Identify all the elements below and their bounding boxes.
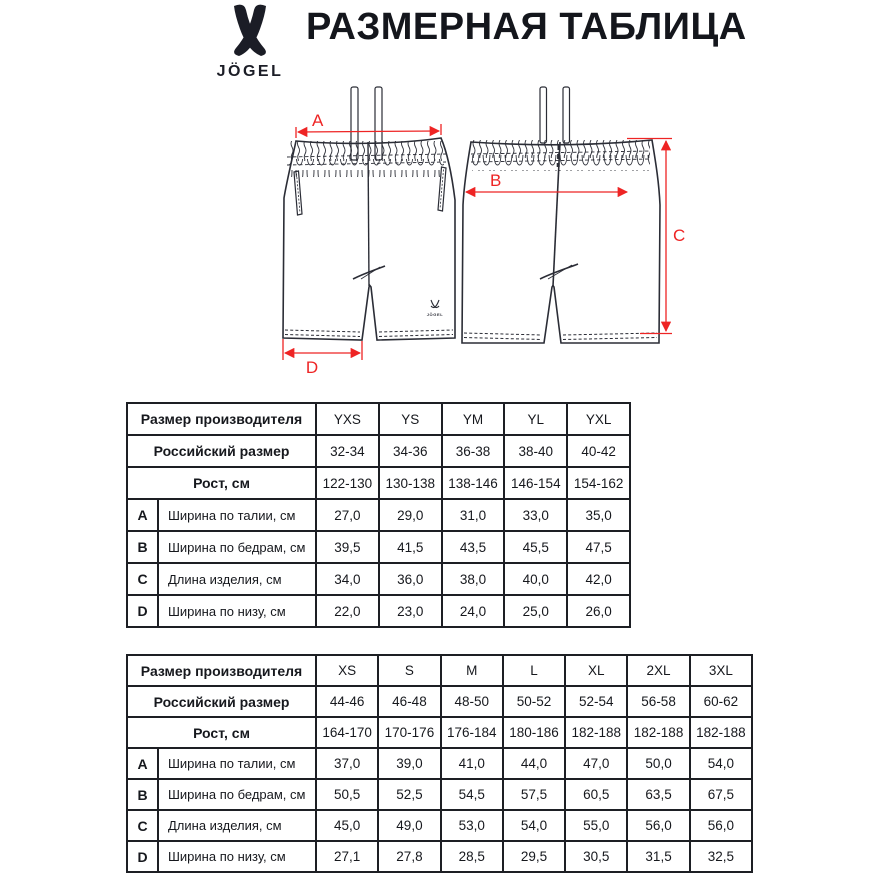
dim-letter-cell: C bbox=[127, 810, 158, 841]
page-title: РАЗМЕРНАЯ ТАБЛИЦА bbox=[306, 6, 747, 48]
header-value-cell: YL bbox=[504, 403, 567, 435]
header-value-cell: 56-58 bbox=[627, 686, 689, 717]
dimension-d bbox=[283, 339, 362, 377]
header-value-cell: 46-48 bbox=[378, 686, 440, 717]
measure-row bbox=[127, 531, 630, 563]
header-label-cell: Рост, см bbox=[127, 467, 316, 499]
front-center-seam bbox=[368, 142, 369, 286]
dim-label-cell: Длина изделия, см bbox=[158, 810, 316, 841]
front-hem-stitching bbox=[285, 330, 453, 337]
header-row bbox=[127, 403, 630, 435]
dimension-b-label: B bbox=[490, 171, 502, 190]
value-cell: 37,0 bbox=[316, 748, 378, 779]
measure-row bbox=[127, 748, 752, 779]
dim-label-cell: Ширина по талии, см bbox=[158, 748, 316, 779]
youth-size-table bbox=[126, 402, 631, 628]
header-value-cell: 182-188 bbox=[690, 717, 752, 748]
measure-row bbox=[127, 563, 630, 595]
front-waistband-texture bbox=[287, 141, 446, 177]
dim-letter-cell: D bbox=[127, 595, 158, 627]
value-cell: 54,5 bbox=[441, 779, 503, 810]
value-cell: 34,0 bbox=[316, 563, 379, 595]
front-leg-logo-text: JÖGEL bbox=[426, 312, 444, 317]
value-cell: 67,5 bbox=[690, 779, 752, 810]
header-value-cell: 40-42 bbox=[567, 435, 630, 467]
value-cell: 41,0 bbox=[441, 748, 503, 779]
shorts-back-view bbox=[462, 87, 660, 343]
jogel-logo bbox=[198, 3, 302, 81]
value-cell: 29,0 bbox=[379, 499, 442, 531]
value-cell: 25,0 bbox=[504, 595, 567, 627]
value-cell: 28,5 bbox=[441, 841, 503, 872]
header-value-cell: 154-162 bbox=[567, 467, 630, 499]
header-value-cell: XL bbox=[565, 655, 627, 686]
dim-letter-cell: B bbox=[127, 531, 158, 563]
header-value-cell: 44-46 bbox=[316, 686, 378, 717]
value-cell: 45,0 bbox=[316, 810, 378, 841]
value-cell: 49,0 bbox=[378, 810, 440, 841]
shorts-diagram bbox=[250, 80, 690, 390]
value-cell: 39,0 bbox=[378, 748, 440, 779]
dimension-d-label: D bbox=[305, 358, 319, 377]
dim-label-cell: Ширина по низу, см bbox=[158, 595, 316, 627]
dim-label-cell: Ширина по талии, см bbox=[158, 499, 316, 531]
dim-letter-cell: A bbox=[127, 748, 158, 779]
header-label-cell: Размер производителя bbox=[127, 655, 316, 686]
header-value-cell: M bbox=[441, 655, 503, 686]
header-value-cell: 50-52 bbox=[503, 686, 565, 717]
value-cell: 45,5 bbox=[504, 531, 567, 563]
value-cell: 43,5 bbox=[442, 531, 505, 563]
value-cell: 56,0 bbox=[690, 810, 752, 841]
header-value-cell: 60-62 bbox=[690, 686, 752, 717]
header-row bbox=[127, 655, 752, 686]
header-value-cell: 170-176 bbox=[378, 717, 440, 748]
value-cell: 44,0 bbox=[503, 748, 565, 779]
dimension-b bbox=[466, 171, 627, 192]
header-value-cell: 164-170 bbox=[316, 717, 378, 748]
header-value-cell: YM bbox=[442, 403, 505, 435]
dim-letter-cell: B bbox=[127, 779, 158, 810]
value-cell: 33,0 bbox=[504, 499, 567, 531]
value-cell: 53,0 bbox=[441, 810, 503, 841]
header-value-cell: 3XL bbox=[690, 655, 752, 686]
value-cell: 27,8 bbox=[378, 841, 440, 872]
header-value-cell: 36-38 bbox=[442, 435, 505, 467]
value-cell: 32,5 bbox=[690, 841, 752, 872]
header-value-cell: S bbox=[378, 655, 440, 686]
value-cell: 36,0 bbox=[379, 563, 442, 595]
dim-label-cell: Ширина по бедрам, см bbox=[158, 531, 316, 563]
value-cell: 24,0 bbox=[442, 595, 505, 627]
value-cell: 26,0 bbox=[567, 595, 630, 627]
dimension-a bbox=[296, 111, 441, 138]
value-cell: 29,5 bbox=[503, 841, 565, 872]
value-cell: 39,5 bbox=[316, 531, 379, 563]
value-cell: 54,0 bbox=[690, 748, 752, 779]
measure-row bbox=[127, 779, 752, 810]
header-value-cell: 48-50 bbox=[441, 686, 503, 717]
header-row bbox=[127, 717, 752, 748]
value-cell: 30,5 bbox=[565, 841, 627, 872]
back-drawstrings bbox=[540, 87, 570, 143]
header-value-cell: 138-146 bbox=[442, 467, 505, 499]
value-cell: 50,5 bbox=[316, 779, 378, 810]
shorts-front-view bbox=[283, 87, 455, 340]
front-left-pocket bbox=[294, 171, 302, 215]
adult-size-table bbox=[126, 654, 753, 873]
header-label-cell: Российский размер bbox=[127, 435, 316, 467]
back-drawstring-knot bbox=[558, 144, 559, 167]
header-value-cell: 38-40 bbox=[504, 435, 567, 467]
front-leg-logo bbox=[427, 300, 444, 317]
value-cell: 60,5 bbox=[565, 779, 627, 810]
dim-letter-cell: A bbox=[127, 499, 158, 531]
value-cell: 40,0 bbox=[504, 563, 567, 595]
header-row bbox=[127, 686, 752, 717]
header-value-cell: 32-34 bbox=[316, 435, 379, 467]
value-cell: 27,1 bbox=[316, 841, 378, 872]
value-cell: 50,0 bbox=[627, 748, 689, 779]
header-label-cell: Российский размер bbox=[127, 686, 316, 717]
dim-label-cell: Ширина по бедрам, см bbox=[158, 779, 316, 810]
header-value-cell: YXL bbox=[567, 403, 630, 435]
header-value-cell: 182-188 bbox=[565, 717, 627, 748]
jogel-wordmark: JÖGEL bbox=[216, 63, 284, 80]
value-cell: 54,0 bbox=[503, 810, 565, 841]
value-cell: 55,0 bbox=[565, 810, 627, 841]
value-cell: 56,0 bbox=[627, 810, 689, 841]
value-cell: 23,0 bbox=[379, 595, 442, 627]
header-value-cell: YXS bbox=[316, 403, 379, 435]
value-cell: 31,0 bbox=[442, 499, 505, 531]
measure-row bbox=[127, 841, 752, 872]
dimension-a-label: A bbox=[312, 111, 324, 130]
measure-row bbox=[127, 499, 630, 531]
value-cell: 22,0 bbox=[316, 595, 379, 627]
value-cell: 38,0 bbox=[442, 563, 505, 595]
back-waistband-texture bbox=[471, 140, 651, 171]
value-cell: 52,5 bbox=[378, 779, 440, 810]
header-value-cell: 2XL bbox=[627, 655, 689, 686]
jogel-logo-mark bbox=[234, 5, 266, 56]
value-cell: 35,0 bbox=[567, 499, 630, 531]
value-cell: 42,0 bbox=[567, 563, 630, 595]
header-value-cell: 182-188 bbox=[627, 717, 689, 748]
header-row bbox=[127, 435, 630, 467]
header-value-cell: 180-186 bbox=[503, 717, 565, 748]
header-value-cell: XS bbox=[316, 655, 378, 686]
header-value-cell: YS bbox=[379, 403, 442, 435]
measure-row bbox=[127, 595, 630, 627]
value-cell: 47,0 bbox=[565, 748, 627, 779]
header-value-cell: 176-184 bbox=[441, 717, 503, 748]
header-value-cell: 34-36 bbox=[379, 435, 442, 467]
measure-row bbox=[127, 810, 752, 841]
value-cell: 31,5 bbox=[627, 841, 689, 872]
value-cell: 57,5 bbox=[503, 779, 565, 810]
dimension-c-label: C bbox=[673, 226, 686, 245]
value-cell: 47,5 bbox=[567, 531, 630, 563]
header-value-cell: 130-138 bbox=[379, 467, 442, 499]
header-row bbox=[127, 467, 630, 499]
value-cell: 63,5 bbox=[627, 779, 689, 810]
header-value-cell: 52-54 bbox=[565, 686, 627, 717]
dim-label-cell: Длина изделия, см bbox=[158, 563, 316, 595]
dim-letter-cell: C bbox=[127, 563, 158, 595]
dim-letter-cell: D bbox=[127, 841, 158, 872]
header-value-cell: 122-130 bbox=[316, 467, 379, 499]
header-value-cell: 146-154 bbox=[504, 467, 567, 499]
header-label-cell: Размер производителя bbox=[127, 403, 316, 435]
back-fold-mark bbox=[540, 264, 578, 279]
dim-label-cell: Ширина по низу, см bbox=[158, 841, 316, 872]
value-cell: 27,0 bbox=[316, 499, 379, 531]
header-value-cell: L bbox=[503, 655, 565, 686]
value-cell: 41,5 bbox=[379, 531, 442, 563]
header-label-cell: Рост, см bbox=[127, 717, 316, 748]
